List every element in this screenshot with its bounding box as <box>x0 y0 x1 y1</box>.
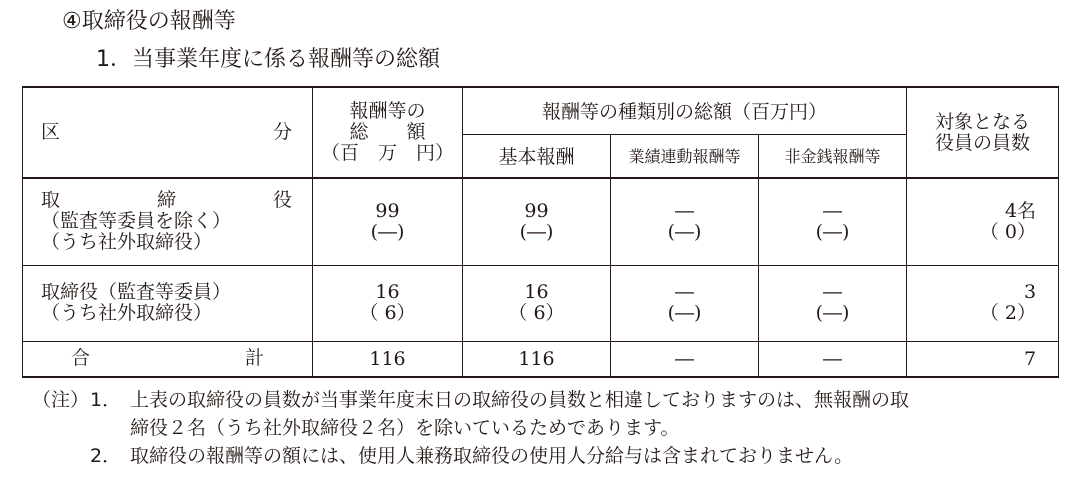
row-headcount: 4名 （ 0） <box>907 178 1059 265</box>
row-headcount: 3 （ 2） <box>907 265 1059 341</box>
header-by-type: 報酬等の種類別の総額（百万円） <box>463 87 907 134</box>
compensation-table <box>22 86 1059 378</box>
row-non-monetary: ― (―) <box>759 265 907 341</box>
header-performance-pay: 業績連動報酬等 <box>611 134 759 178</box>
header-total: 報酬等の 総 額 （百 万 円） <box>313 87 463 178</box>
total-headcount: 7 <box>907 341 1059 377</box>
table-row <box>23 265 1059 341</box>
note-text: 上表の取締役の員数が当事業年度末日の取締役の員数と相違しておりますのは、無報酬の取 <box>130 389 910 411</box>
note-continuation <box>32 414 909 442</box>
row-total: 99 (―) <box>313 178 463 265</box>
row-performance: ― (―) <box>611 265 759 341</box>
header-base-pay: 基本報酬 <box>463 134 611 178</box>
sub-title: 1．当事業年度に係る報酬等の総額 <box>96 47 440 72</box>
note-prefix: （注） <box>32 389 90 411</box>
total-non-monetary: ― <box>759 341 907 377</box>
note-item <box>32 442 909 470</box>
row-category: 取締役（監査等委員） （うち社外取締役） <box>23 265 313 341</box>
total-label: 合 計 <box>23 341 313 377</box>
note-text: 締役２名（うち社外取締役２名）を除いているためであります。 <box>130 417 680 439</box>
row-category: 取 締 役 （監査等委員を除く） （うち社外取締役） <box>23 178 313 265</box>
note-number: 2． <box>90 445 122 467</box>
row-non-monetary: ― (―) <box>759 178 907 265</box>
total-total: 116 <box>313 341 463 377</box>
note-text: 取締役の報酬等の額には、使用人兼務取締役の使用人分給与は含まれておりません。 <box>130 445 854 467</box>
row-performance: ― (―) <box>611 178 759 265</box>
row-base: 99 (―) <box>463 178 611 265</box>
header-category: 区 分 <box>23 87 313 178</box>
row-base: 16 （ 6） <box>463 265 611 341</box>
note-item <box>32 386 909 414</box>
note-number: 1． <box>90 389 122 411</box>
header-non-monetary-pay: 非金銭報酬等 <box>759 134 907 178</box>
notes <box>32 386 909 470</box>
total-performance: ― <box>611 341 759 377</box>
header-headcount: 対象となる 役員の員数 <box>907 87 1059 178</box>
total-row <box>23 341 1059 377</box>
table-row <box>23 178 1059 265</box>
section-title: ④取締役の報酬等 <box>62 9 236 34</box>
total-base: 116 <box>463 341 611 377</box>
row-total: 16 （ 6） <box>313 265 463 341</box>
